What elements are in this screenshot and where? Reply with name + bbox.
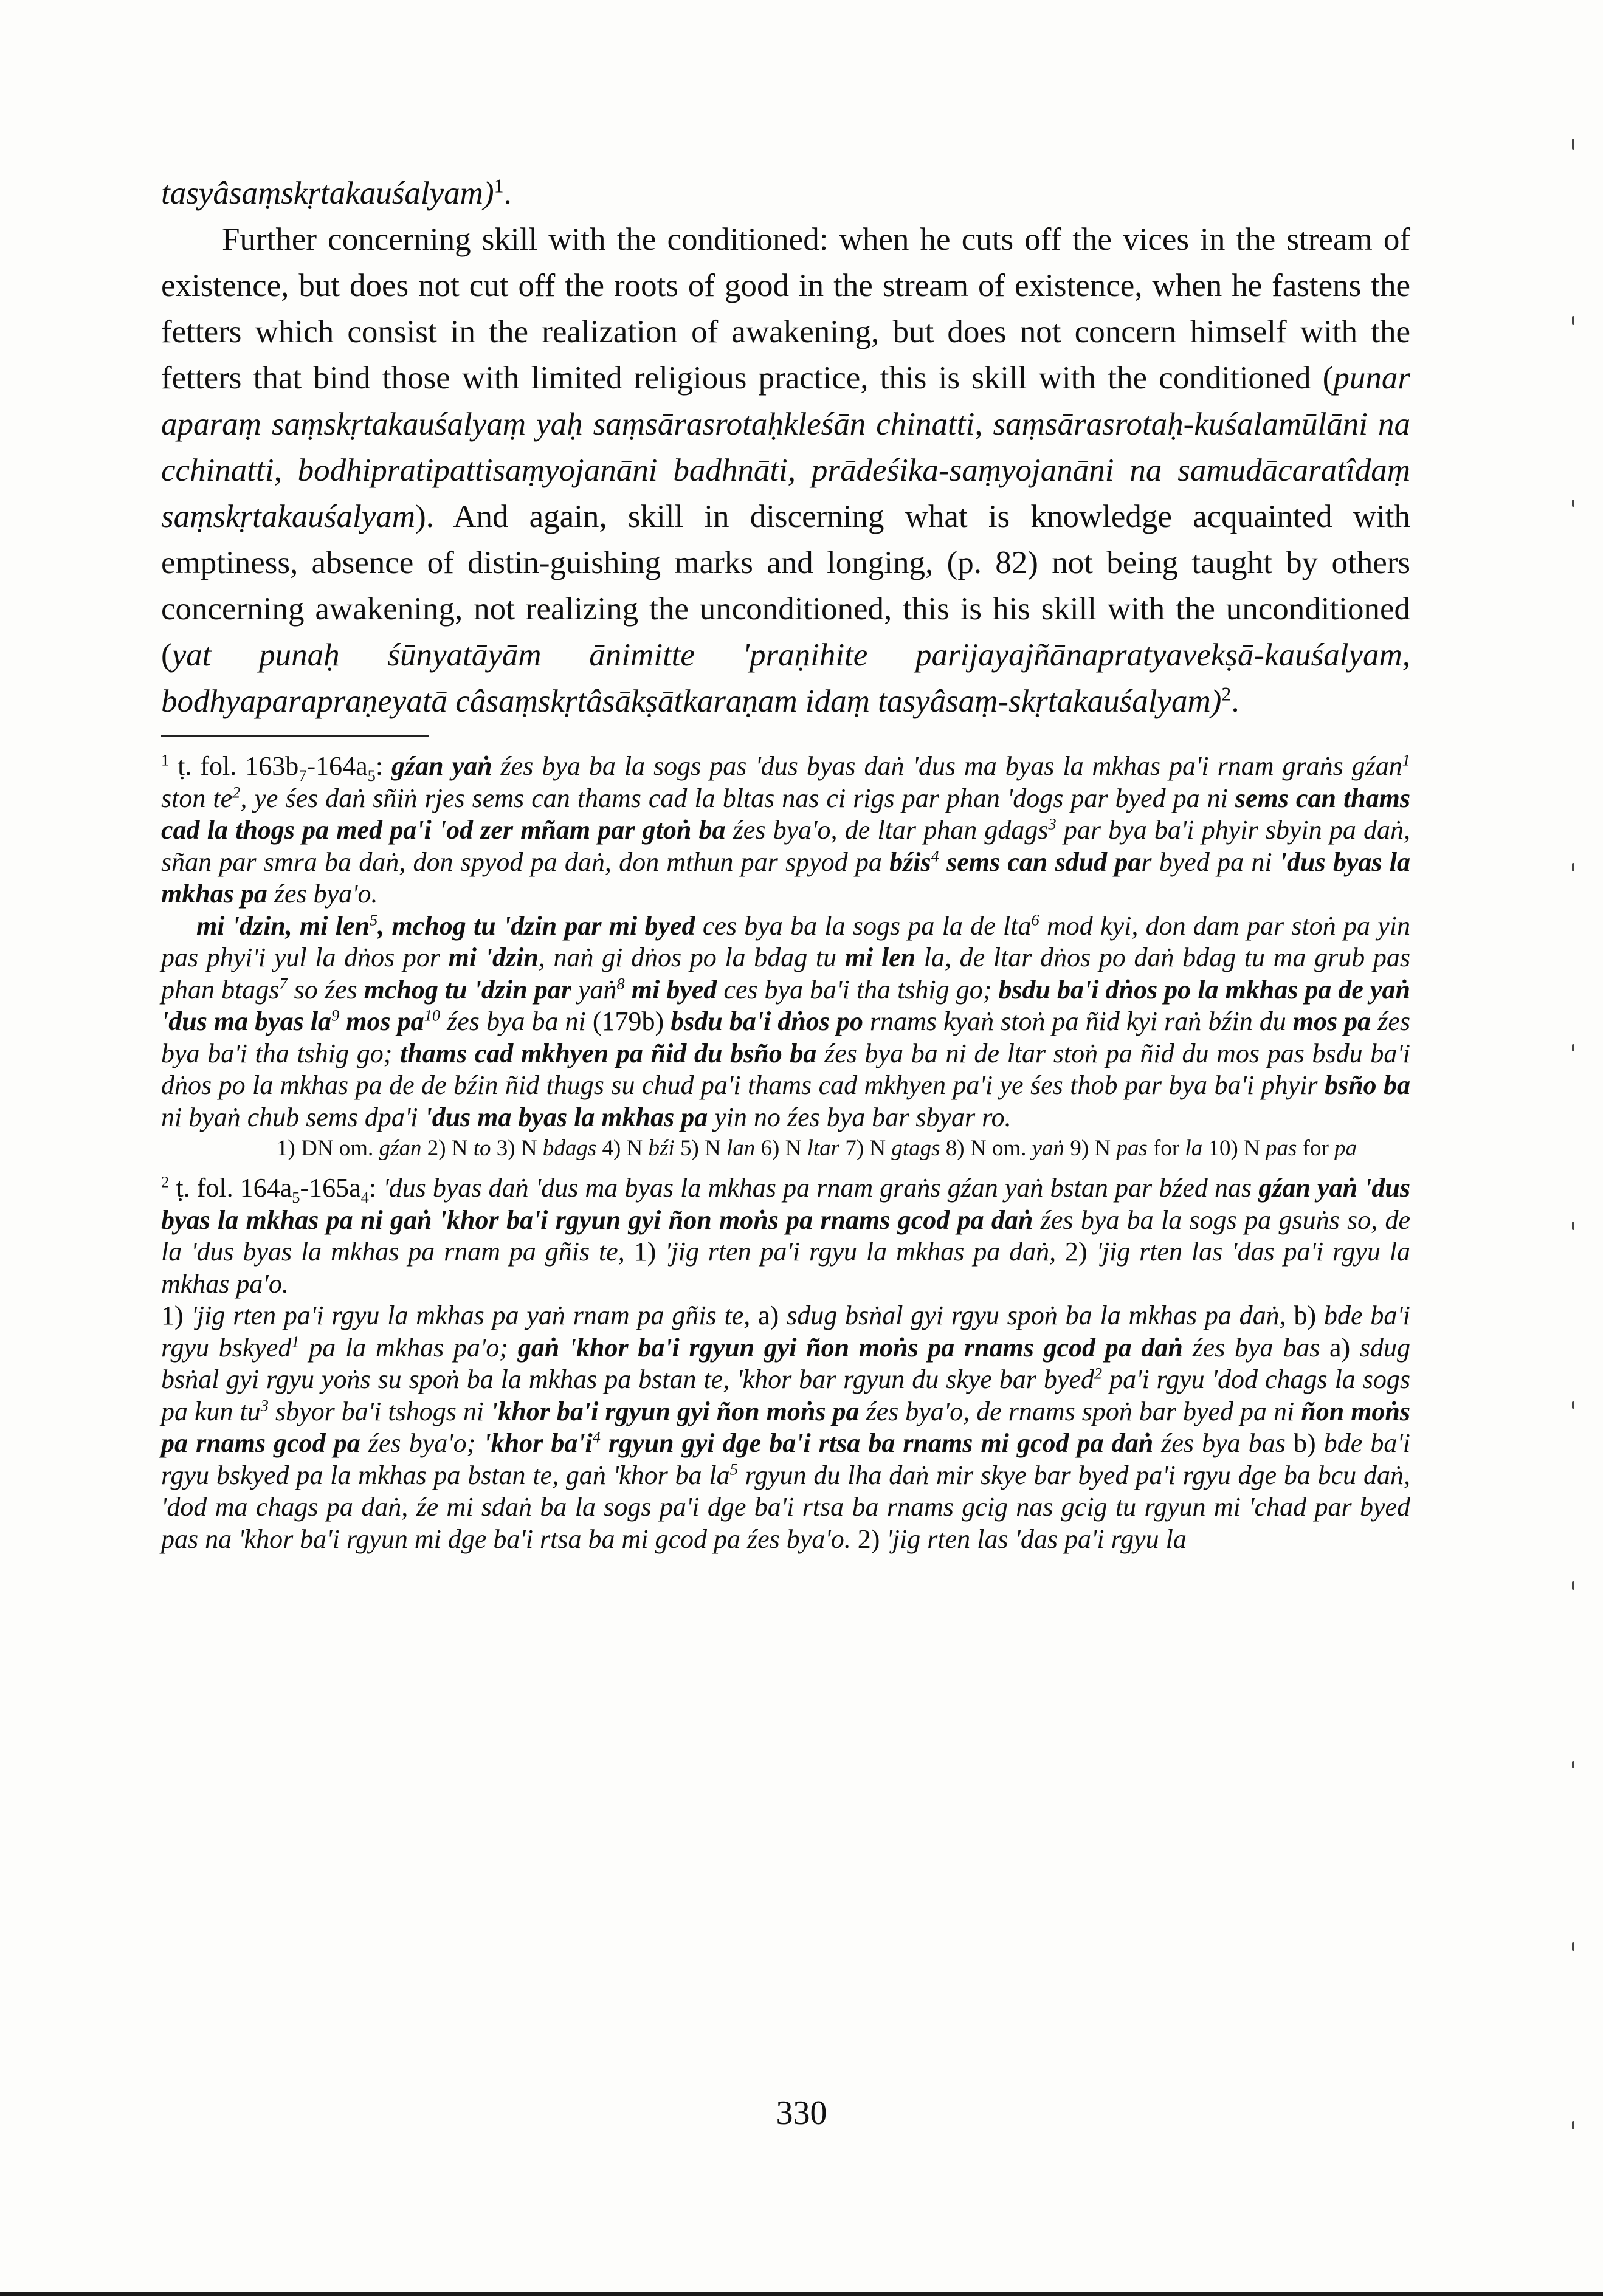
scan-mark (1572, 500, 1574, 507)
scan-mark (1572, 2121, 1574, 2129)
scan-mark (1572, 139, 1574, 150)
page-content (161, 170, 1410, 1555)
footnote-1-continued: mi 'dzin, mi len$^5$, mchog tu 'dzin par mi byed ces bya ba la sogs pa la de lta$^6$ mod kyi, don dam par stoṅ pa yin pas phyi'i yul la dṅos por mi 'dzin, naṅ gi dṅos po la bdag tu mi len la, de ltar dṅos po daṅ bdag tu ma grub pas phan btags$^7$ so źes mchog tu 'dzin par yaṅ$^8$ mi byed ces bya ba'i tha tshig go; bsdu ba'i dṅos po la mkhas pa de yaṅ 'dus ma byas $la^9$ mos $pa^{10}$ źes bya ba ni (179b) bsdu ba'i dṅos po rnams kyaṅ stoṅ pa ñid kyi raṅ bźin du mos pa źes bya ba'i tha tshig go; thams cad mkhyen pa ñid du bsño ba źes bya ba ni de ltar stoṅ pa ñid du mos pas bsdu ba'i dṅos po la mkhas pa de de bźin ñid thugs su chud pa'i thams cad mkhyen pa'i ye śes thob par bya ba'i phyir bsño ba ni byaṅ chub sems dpa'i 'dus ma byas la mkhas pa yin no źes bya bar sbyar ro. (161, 910, 1411, 1132)
scan-edge (0, 2292, 1603, 2296)
body-text: ). And again, skill in discerning what is knowledge acquainted with emptiness, absence of distin-guishing marks and longing, (p. 82) not being taught by others concerning awakening, not realizing the unconditioned, this is his skill with the unconditioned ( (161, 499, 1410, 673)
sanskrit-text: yat punaḥ śūnyatāyām ānimitte 'praṇihite parijayajñānapratyavekṣā-kauśalyam, bodhyaparapraṇeyatā câsaṃskṛtâsākṣātkaraṇam idaṃ tasyâsaṃ-skṛtakauśalyam (161, 638, 1410, 719)
footnote-ref: 2 (1221, 683, 1232, 705)
page-number: 330 (776, 2094, 827, 2132)
scan-mark (1572, 863, 1574, 871)
footnote-1: $^1$ ṭ. fol. $163b_7-164a_5$: gźan yaṅ źes bya ba la sogs pas 'dus byas daṅ 'dus ma byas la mkhas pa'i rnam graṅs gźan$^1$ ston $te^2$, ye śes daṅ sñiṅ rjes sems can thams cad la bltas nas ci rigs par phan 'dogs par byed pa ni sems can thams cad la thogs pa med pa'i 'od zer mñam par gtoṅ ba źes bya'o, de ltar phan gdags$^3$ par bya ba'i phyir sbyin pa daṅ, sñan par smra ba daṅ, don spyod pa daṅ, don mthun par spyod pa bźis$^4$ sems can sdud par byed pa ni 'dus byas la mkhas pa źes bya'o. (161, 751, 1410, 909)
paragraph-continuation: tasyâsaṃskṛtakauśalyam)$^1$. (161, 175, 512, 211)
sanskrit-text: tasyâsaṃskṛtakauśalyam) (161, 176, 494, 211)
main-text (161, 170, 1410, 724)
scan-mark (1572, 1401, 1574, 1409)
scan-mark (1572, 1581, 1574, 1590)
footnote-2: $^2$ ṭ. fol. $164a_5-165a_4$: 'dus byas daṅ 'dus ma byas la mkhas pa rnam graṅs gźan yaṅ bstan par bźed nas gźan yaṅ 'dus byas la mkhas pa ni gaṅ 'khor ba'i rgyun gyi ñon moṅs pa rnams gcod pa daṅ źes bya ba la sogs pa gsuṅs so, de la 'dus byas la mkhas pa rnam pa gñis te, 1) 'jig rten pa'i rgyu la mkhas pa daṅ, 2) 'jig rten las 'das pa'i rgyu la mkhas pa'o. 1) 'jig rten pa'i rgyu la mkhas pa yaṅ rnam pa gñis te, a) sdug bsṅal gyi rgyu spoṅ ba la mkhas pa daṅ, b) bde ba'i rgyu bskyed$^1$ pa la mkhas pa'o; gaṅ 'khor ba'i rgyun gyi ñon moṅs pa rnams gcod pa daṅ źes bya bas a) sdug bsṅal gyi rgyu yoṅs su spoṅ ba la mkhas pa bstan te, 'khor bar rgyun du skye bar byed$^2$ pa'i rgyu 'dod chags la sogs pa kun $tu^3$ sbyor ba'i tshogs ni 'khor ba'i rgyun gyi ñon moṅs pa źes bya'o, de rnams spoṅ bar byed pa ni ñon moṅs pa rnams gcod pa źes bya'o; 'khor $ba'i^4$ rgyun gyi dge ba'i rtsa ba rnams mi gcod pa daṅ źes bya bas b) bde ba'i rgyu bskyed pa la mkhas pa bstan te, gaṅ 'khor ba $la^5$ rgyun du lha daṅ mir skye bar byed pa'i rgyu dge ba bcu daṅ, 'dod ma chags pa daṅ, źe mi sdaṅ ba la sogs pa'i dge ba'i rtsa ba rnams gcig nas gcig tu rgyun mi 'chad par byed pas na 'khor ba'i rgyun mi dge ba'i rtsa ba mi gcod pa źes bya'o. 2) 'jig rten las 'das pa'i rgyu la (161, 1172, 1411, 1554)
sanskrit-text: punar aparaṃ saṃskṛtakauśalyaṃ yaḥ saṃsārasrotaḥkleśān chinatti, saṃsārasrotaḥ-kuśalamūlāni na cchinatti, bodhipratipattisaṃyojanāni badhnāti, prādeśika-saṃyojanāni na samudācaratîdaṃ saṃskṛtakauśalyam (161, 360, 1410, 534)
footnote-number: 1 (161, 751, 170, 769)
scan-mark (1572, 1761, 1574, 1768)
body-text: Further concerning skill with the conditioned: when he cuts off the vices in the stream of existence, but does not cut off the roots of good in the stream of existence, when he fastens the fetters which consist in the realization of awakening, but does not concern himself with the fetters that bind those with limited religious practice, this is skill with the conditioned ( (161, 222, 1410, 396)
scan-mark (1572, 1044, 1574, 1051)
footnote-ref: 1 (494, 175, 504, 197)
scan-mark (1572, 1942, 1574, 1951)
paragraph: Further concerning skill with the conditioned: when he cuts off the vices in the stream of existence, but does not cut off the roots of good in the stream of existence, when he fastens the fetters which consist in the realization of awakening, but does not concern himself with the fetters that bind those with limited religious practice, this is skill with the conditioned (punar aparaṃ saṃskṛtakauśalyaṃ yaḥ saṃsārasrotaḥkleśān chinatti, saṃsārasrotaḥ-kuśalamūlāni na cchinatti, bodhipratipattisaṃyojanāni badhnāti, prādeśika-saṃyojanāni na samudācaratîdaṃ saṃskṛtakauśalyam). And again, skill in discerning what is knowledge acquainted with emptiness, absence of distin-guishing marks and longing, (p. 82) not being taught by others concerning awakening, not realizing the unconditioned, this is his skill with the unconditioned (yat punaḥ śūnyatāyām ānimitte 'praṇihite parijayajñānapratyavekṣā-kauśalyam, bodhyaparapraṇeyatā câsaṃskṛtâsākṣātkaraṇam idaṃ tasyâsaṃ-skṛtakauśalyam)$^2$. (161, 222, 1410, 719)
footnote-1-variants: 1) DN om. gźan 2) N to 3) N bdags 4) N bźi 5) N lan 6) N ltar 7) N gtags 8) N om. yaṅ 9) N pas for la 10) N pas for pa (277, 1136, 1357, 1161)
footnote-rule (161, 735, 429, 737)
footnote-number: 2 (161, 1172, 170, 1191)
scan-mark (1572, 316, 1574, 325)
scan-mark (1572, 1222, 1574, 1230)
